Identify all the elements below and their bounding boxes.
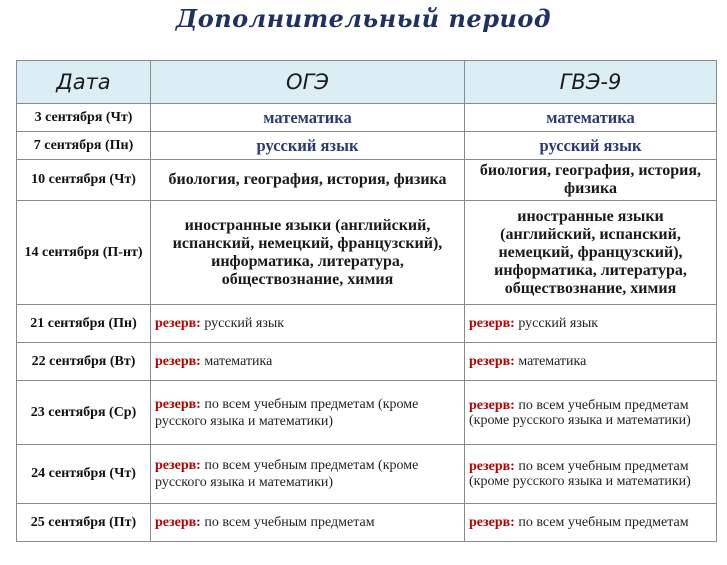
gve-reserve — [465, 381, 717, 445]
reserve-text: по всем учебным предметам (кроме русского языка и математики) — [155, 458, 419, 490]
table-row — [17, 132, 717, 160]
reserve-text: по всем учебным предметам (кроме русского языка и математики) — [155, 396, 419, 429]
date-cell: 3 сентября (Чт) — [17, 104, 151, 132]
schedule-table — [16, 60, 717, 542]
oge-subject: математика — [151, 104, 465, 132]
reserve-text: математика — [518, 354, 587, 369]
header-gve: ГВЭ-9 — [465, 61, 717, 104]
header-oge: ОГЭ — [151, 61, 465, 104]
gve-subject: русский язык — [465, 132, 717, 160]
reserve-text: по всем учебным предметам (кроме русского языка и математики) — [469, 397, 691, 428]
table-row — [17, 343, 717, 381]
oge-reserve — [151, 445, 465, 504]
oge-subject: иностранные языки (английский, испанский, немецкий, французский), информатика, литература, обществознание, химия — [151, 201, 465, 305]
reserve-text: по всем учебным предметам (кроме русского языка и математики) — [469, 459, 691, 489]
table-row — [17, 201, 717, 305]
date-cell: 25 сентября (Пт) — [17, 504, 151, 542]
reserve-label: резерв: — [155, 458, 201, 473]
reserve-label: резерв: — [469, 515, 515, 530]
oge-reserve — [151, 504, 465, 542]
table-row — [17, 381, 717, 445]
reserve-label: резерв: — [155, 515, 201, 530]
reserve-label: резерв: — [469, 459, 515, 474]
oge-subject: биология, география, история, физика — [151, 160, 465, 201]
reserve-text: по всем учебным предметам — [204, 515, 375, 530]
table-row — [17, 305, 717, 343]
table-row — [17, 160, 717, 201]
reserve-label: резерв: — [155, 396, 201, 412]
gve-subject: математика — [465, 104, 717, 132]
reserve-text: русский язык — [204, 316, 285, 331]
gve-reserve — [465, 343, 717, 381]
date-cell: 23 сентября (Ср) — [17, 381, 151, 445]
oge-reserve — [151, 343, 465, 381]
date-cell: 24 сентября (Чт) — [17, 445, 151, 504]
header-date: Дата — [17, 61, 151, 104]
reserve-label: резерв: — [469, 354, 515, 369]
date-cell: 21 сентября (Пн) — [17, 305, 151, 343]
gve-subject: биология, география, история, физика — [465, 160, 717, 201]
oge-reserve — [151, 381, 465, 445]
table-row — [17, 104, 717, 132]
gve-subject: иностранные языки (английский, испанский, немецкий, французский), информатика, литература, обществознание, химия — [465, 201, 717, 305]
reserve-text: русский язык — [518, 316, 599, 331]
table-row — [17, 445, 717, 504]
reserve-label: резерв: — [469, 397, 515, 413]
date-cell: 10 сентября (Чт) — [17, 160, 151, 201]
gve-reserve — [465, 504, 717, 542]
reserve-text: математика — [204, 354, 273, 369]
gve-reserve — [465, 305, 717, 343]
date-cell: 22 сентября (Вт) — [17, 343, 151, 381]
reserve-text: по всем учебным предметам — [518, 515, 689, 530]
date-cell: 7 сентября (Пн) — [17, 132, 151, 160]
page-title: Дополнительный период — [175, 4, 552, 33]
table-header-row — [17, 61, 717, 104]
oge-reserve — [151, 305, 465, 343]
reserve-label: резерв: — [155, 354, 201, 369]
reserve-label: резерв: — [155, 316, 201, 331]
reserve-label: резерв: — [469, 316, 515, 331]
table-row — [17, 504, 717, 542]
gve-reserve — [465, 445, 717, 504]
date-cell: 14 сентября (П-нт) — [17, 201, 151, 305]
oge-subject: русский язык — [151, 132, 465, 160]
